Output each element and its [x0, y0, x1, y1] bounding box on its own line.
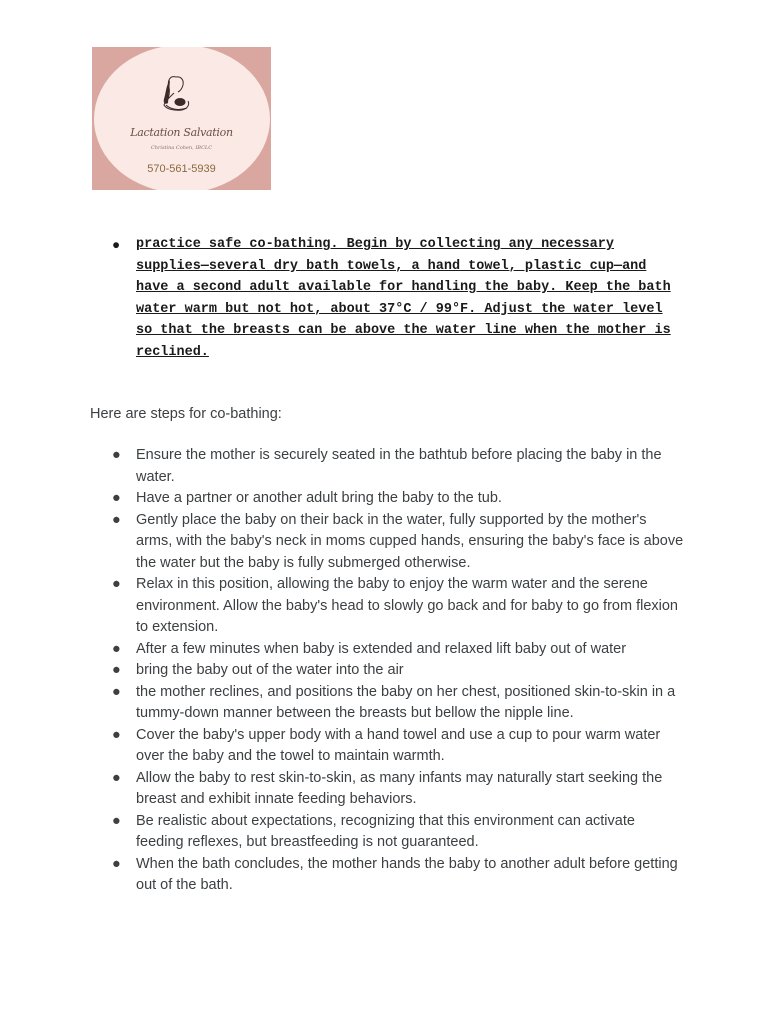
bullet-icon: ● [112, 447, 121, 463]
list-item [92, 854, 684, 897]
bullet-icon: ● [112, 640, 121, 657]
list-item [92, 811, 684, 854]
bullet-icon: ● [112, 769, 121, 786]
list-item [92, 445, 684, 488]
intro-item-text: practice safe co-bathing. Begin by collecting any necessary supplies—several dry bath towels, a hand towel, plastic cup—and have a second adult available for handling the baby. Keep the bath water warm but not hot, about 37°C / 99°F. Adjust the water level so that the breasts can be above the water line when the mother is reclined. [136, 237, 671, 360]
intro-list [92, 234, 682, 364]
list-item-text: Relax in this position, allowing the baby to enjoy the warm water and the serene environment. Allow the baby's head to slowly go back and for baby to go from flexion to extension. [136, 576, 678, 635]
list-item-text: Gently place the baby on their back in the water, fully supported by the mother's arms, with the baby's neck in moms cupped hands, ensuring the baby's face is above the water but the baby is fully submerged otherwise. [136, 511, 684, 571]
list-item-text: When the bath concludes, the mother hands the baby to another adult before getting out of the bath. [136, 855, 678, 893]
list-item [92, 725, 684, 768]
list-item [92, 510, 684, 575]
bullet-icon: ● [112, 812, 121, 829]
list-item [92, 639, 684, 661]
list-item-text: the mother reclines, and positions the baby on her chest, positioned skin-to-skin in a tummy-down manner between the breasts but bellow the nipple line. [136, 683, 676, 721]
intro-item [92, 234, 682, 364]
bullet-icon: ● [112, 726, 121, 743]
bullet-icon: ● [112, 511, 121, 528]
steps-list [92, 445, 684, 897]
bullet-icon: ● [112, 490, 121, 506]
list-item [92, 768, 684, 811]
list-item-text: Be realistic about expectations, recognizing that this environment can activate feeding reflexes, but breastfeeding is not guaranteed. [136, 812, 635, 850]
list-item [92, 574, 684, 639]
company-logo [92, 47, 271, 190]
bullet-icon: ● [112, 683, 121, 700]
list-item-text: After a few minutes when baby is extended and relaxed lift baby out of water [136, 640, 627, 657]
list-item-text: bring the baby out of the water into the air [136, 662, 404, 678]
bullet-icon: ● [112, 576, 121, 592]
list-item-text: Have a partner or another adult bring the baby to the tub. [136, 490, 502, 506]
list-item-text: Allow the baby to rest skin-to-skin, as many infants may naturally start seeking the breast and exhibit innate feeding behaviors. [136, 769, 663, 807]
list-item [92, 682, 684, 725]
list-item-text: Ensure the mother is securely seated in the bathtub before placing the baby in the water. [136, 447, 662, 485]
steps-heading: Here are steps for co-bathing: [90, 406, 282, 422]
logo-brand-name: Lactation Salvation [130, 126, 233, 139]
logo-phone-number: 570-561-5939 [147, 163, 216, 175]
bullet-icon: ● [112, 855, 121, 872]
list-item [92, 660, 684, 682]
bullet-icon: ● [112, 662, 121, 678]
logo-subtitle: Christina Cohen, IBCLC [150, 145, 213, 151]
list-item-text: Cover the baby's upper body with a hand towel and use a cup to pour warm water over the baby and the towel to maintain warmth. [136, 726, 661, 764]
bullet-icon: ● [112, 237, 121, 252]
list-item [92, 488, 684, 510]
